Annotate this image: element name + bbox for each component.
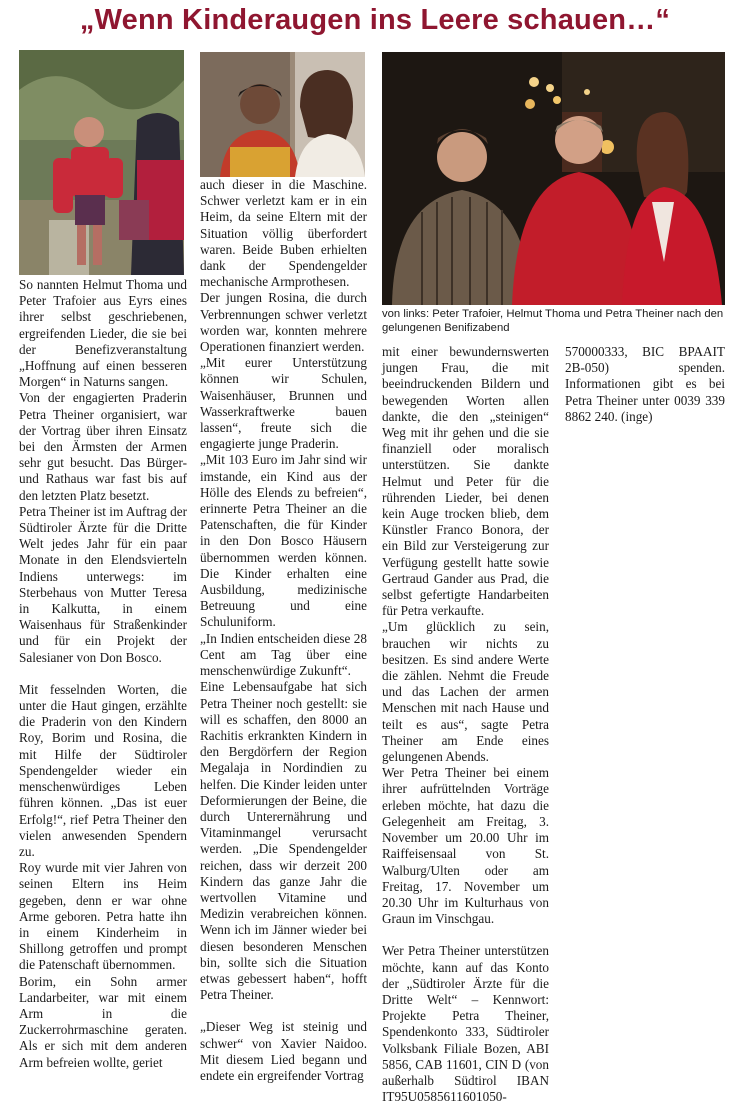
photo-two-women <box>200 52 365 177</box>
photo-child-with-mother <box>19 50 184 275</box>
paragraph: So nannten Helmut Thoma und Peter Trafoier aus Eyrs eines ihrer selbst geschriebenen, ergreifenden Lieder, die sie bei der Benefizveranstaltung „Hoffnung auf einen besseren Morgen“ in Naturns sangen. Von der engagierten Praderin Petra Theiner organisiert, war der Vortrag über ihren Einsatz bei den Ärmsten der Armen sehr gut besucht. Das Bürger- und Rathaus war fast bis auf den letzten Platz besetzt. Petra Theiner ist im Auftrag der Südtiroler Ärzte für die Dritte Welt jedes Jahr für ein paar Monate in den Elendsvierteln Indiens unterwegs: im Sterbehaus von Mutter Teresa in Kalkutta, in einem Waisenhaus für Straßenkinder und für ein Projekt der Salesianer von Don Bosco. <box>19 277 187 665</box>
paragraph: „Dieser Weg ist steinig und schwer“ von Xavier Naidoo. Mit diesem Lied begann und endete ein ergreifender Vortrag <box>200 1019 367 1083</box>
paragraph: auch dieser in die Maschine. Schwer verletzt kam er in ein Heim, da seine Eltern mit der Situation völlig überfordert waren. Beide Buben erhielten dank der Spendengelder mechanische Armprothesen. Der jungen Rosina, die durch Verbrennungen schwer verletzt worden war, konnten mehrere Operationen finanziert werden. „Mit eurer Unterstützung können wir Schulen, Waisenhäuser, Brunnen und Wasserkraftwerke bauen lassen“, freute sich die engagierte junge Praderin. „Mit 103 Euro im Jahr sind wir imstande, ein Kind aus der Hölle des Elends zu befreien“, erinnerte Petra Theiner an die Patenschaften, die für Kinder in den Don Bosco Häusern übernommen werden können. Die Kinder erhalten eine Ausbildung, medizinische Betreuung und eine Schuluniform. „In Indien entscheiden diese 28 Cent am Tag über eine menschenwürdige Zukunft“. Eine Lebensaufgabe hat sich Petra Theiner noch gestellt: sie will es schaffen, den 8000 an Rachitis erkrankten Kindern in den Bergdörfern der Region Megalaja in Nordindien zu helfen. Die Kinder leiden unter Deformierungen der Beine, die durch Unterernährung und Vitaminmangel verursacht werden. „Die Spendengelder reichen, dass wir derzeit 200 Kindern das ganze Jahr die wertvollen Vitamine und Medizin verabreichen können. Wenn ich im Jänner wieder bei diesen besonderen Menschen bin, sollte sich die Situation etwas gebessert haben“, hofft Petra Theiner. <box>200 177 367 1003</box>
photo-three-people-event <box>382 52 725 305</box>
article-column-3 <box>382 344 549 1105</box>
paragraph: mit einer bewundernswerten jungen Frau, die mit beeindruckenden Bildern und bewegenden Worten allen dankte, die den „steinigen“ Weg mit ihr gehen und die sie finanziell oder moralisch unterstützen. Sie dankte Helmut und Peter für die rührenden Lieder, bei denen kein Auge trocken blieb, dem Künstler Franco Bonora, der ein Bild zur Versteigerung zur Verfügung gestellt hatte sowie Gertraud Gander aus Prad, die selbst gefertigte Handarbeiten für Petra verkaufte. „Um glücklich zu sein, brauchen wir nichts zu besitzen. Es sind andere Werte die zählen. Nehmt die Freude und das Lachen der armen Menschen mit nach Hause und teilt es aus“, sagte Petra Theiner am Ende eines gelungenen Abends. Wer Petra Theiner bei einem ihrer aufrüttelnden Vorträge erleben möchte, hat dazu die Gelegenheit am Freitag, 3. November um 20.00 Uhr im Raiffeisensaal von St. Walburg/Ulten oder am Freitag, 17. November um 20.30 Uhr im Kulturhaus von Graun im Vinschgau. <box>382 344 549 927</box>
article-column-2 <box>200 177 367 1084</box>
paragraph: 570000333, BIC BPAAIT 2B-050) spenden. Informationen gibt es bei Petra Theiner unter 0039 339 8862 240. (inge) <box>565 344 725 424</box>
article-headline: „Wenn Kinderaugen ins Leere schauen…“ <box>79 4 671 36</box>
paragraph: Wer Petra Theiner unterstützen möchte, kann auf das Konto der „Südtiroler Ärzte für die Dritte Welt“ – Kennwort: Projekte Petra Theiner, Spendenkonto 333, Südtiroler Volksbank Filiale Bozen, ABI 5856, CAB 11601, CIN D (von außerhalb Südtirol IBAN IT95U0585611601050- <box>382 943 549 1105</box>
paragraph: Mit fesselnden Worten, die unter die Haut gingen, erzählte die Praderin von den Kindern Roy, Borim und Rosina, die mit Hilfe der Südtiroler Spendengelder wieder ein menschenwürdiges Leben führen können. „Das ist euer Erfolg!“, rief Petra Theiner den vielen anwesenden Spendern zu. Roy wurde mit vier Jahren von seinen Eltern ins Heim gegeben, denn er war ohne Arme geboren. Petra hatte ihn in einem Kinderheim in Shillong getroffen und prompt die Patenschaft übernommen. Borim, ein Sohn armer Landarbeiter, war mit einem Arm in die Zuckerrohrmaschine geraten. Als er sich mit dem anderen Arm befreien wollte, geriet <box>19 681 187 1070</box>
article-column-1 <box>19 277 187 1071</box>
photo-caption: von links: Peter Trafoier, Helmut Thoma und Petra Theiner nach den gelungenen Benifizabend <box>382 308 724 334</box>
article-column-4 <box>565 344 725 425</box>
